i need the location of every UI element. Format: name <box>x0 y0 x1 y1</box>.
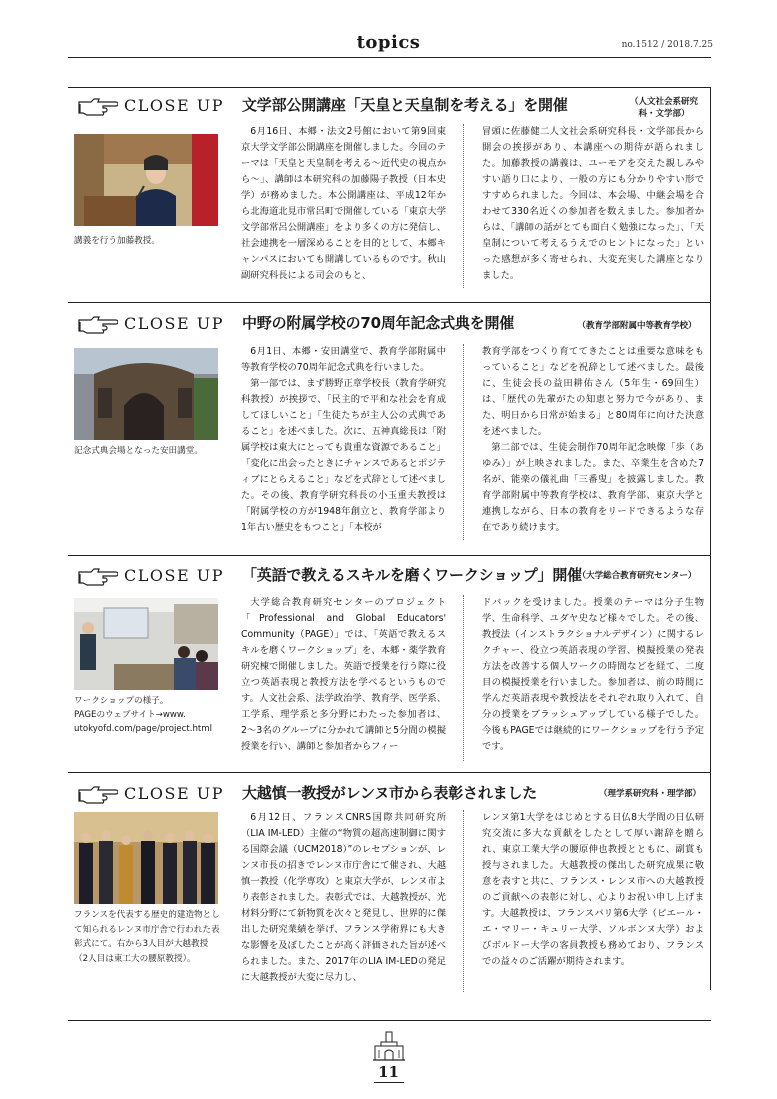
yasuda-auditorium-photo <box>74 348 218 440</box>
article-section <box>68 316 711 546</box>
close-up-label: CLOSE UP <box>124 314 224 333</box>
section-rule <box>68 772 711 773</box>
pointing-hand-icon <box>78 98 118 116</box>
column-divider <box>463 810 464 992</box>
article-column-1: 6月12日、フランスCNRS国際共同研究所（LIA IM-LED）主催の“物質の超高速制御に関する国際会議（UCM2018）”のレセプションが、レンヌ市長の招きでレンヌ市庁舎にて催され、大越慎一教授（化学専攻）と東京大学が、レンヌ市より表彰されました。表彰式では、大越教授が、光材料分野にて新物質を次々と発見し、世界的に傑出した研究業績を挙げ、フランス学術界にも大きな影響を及ぼしたことが高く評価された旨が述べられました。また、2017年のLIA IM-LEDの発足に大越教授が大変に尽力し、 <box>241 812 446 983</box>
article-title: 「英語で教えるスキルを磨くワークショップ」開催 <box>242 566 582 584</box>
article-title: 文学部公開講座「天皇と天皇制を考える」を開催 <box>242 96 568 114</box>
article-department: （人文社会系研究 科・文学部） <box>629 97 698 119</box>
close-up-label: CLOSE UP <box>124 96 224 115</box>
article-section <box>68 786 711 996</box>
photo-caption: フランスを代表する歴史的建造物として知られるレンヌ市庁舎で行われた表彰式にて。右から3人目が大越教授（2人目は東工大の腰原教授）。 <box>74 910 220 964</box>
article-department: （教育学部附属中等教育学校） <box>577 321 697 331</box>
article-column-2: ドバックを受けました。授業のテーマは分子生物学、生命科学、ユダヤ史など様々でした。その後、教授法（インストラクショナルデザイン）に関するレクチャー、役立つ英語表現の学習、模擬授業の発表方法を改善する個人ワークの時間などを経て、二度目の模擬授業を行いました。参加者は、前の時間に学んだ英語表現や教授法をそれぞれ取り入れて、自分の授業をブラッシュアップしている様子でした。今後もPAGEでは継続的にワークショップを行う予定です。 <box>482 597 704 752</box>
column-divider <box>463 595 464 761</box>
article-section <box>68 98 711 298</box>
pointing-hand-icon <box>78 316 118 334</box>
column-divider <box>463 344 464 540</box>
photo-caption: ワークショップの様子。 PAGEのウェブサイト→www. utokyofd.com/page/project.html <box>74 696 213 734</box>
close-up-label: CLOSE UP <box>124 784 224 803</box>
article-title: 中野の附属学校の70周年記念式典を開催 <box>242 314 515 332</box>
section-rule <box>68 555 711 556</box>
article-column-2: レンヌ第1大学をはじめとする日仏8大学間の日仏研究交流に多大な貢献をしたとして厚い謝辞を贈られ、東京工業大学の腰原伸也教授とともに、副賞も授与されました。大越教授の傑出した研究成果に敬意を表すと共に、フランス・レンヌ市への大越教授のご貢献への表彰に対し、心よりお祝い申し上げます。大越教授は、フランスパリ第6大学（ピエール・エ・マリー・キュリー大学、ソルボンヌ大学）およびボルドー大学の客員教授も務めており、フランスでの益々のご活躍が期待されます。 <box>482 812 704 967</box>
article-column-1: 大学総合教育研究センターのプロジェクト「Professional and Global Educators' Community（PAGE）」では、「英語で教えるスキルを磨くワークショップ」を、本郷・薬学教育研究棟で開催しました。英語で授業を行う際に役立つ英語表現と教授方法を学べるというものです。人文社会系、法学政治学、教育学、医学系、工学系、理学系と多分野にわたった参加者は、2〜3名のグループに分かれて講師と5分間の模擬授業を行い、講師と参加者からフィー <box>241 597 446 752</box>
issue-number: no.1512 / 2018.7.25 <box>621 40 713 50</box>
award-ceremony-photo <box>74 812 218 904</box>
pointing-hand-icon <box>78 568 118 586</box>
close-up-label: CLOSE UP <box>124 566 224 585</box>
photo-caption: 講義を行う加藤教授。 <box>74 236 160 246</box>
section-rule <box>68 87 711 88</box>
workshop-photo <box>74 598 218 690</box>
article-column-1: 6月1日、本郷・安田講堂で、教育学部附属中等教育学校の70周年記念式典を行いました。 第一部では、まず勝野正章学校長（教育学研究科教授）が挨拶で、「民主的で平和な社会を育成してほしいこと」「生徒たちが主人公の式典であること」を述べました。次に、五神真総長は「附属学校は東大にとっても貴重な資源であること」「変化に出会ったときにチャンスであるとポジティブにとらえること」などを式辞として述べました。その後、教育学研究科長の小玉重夫教授は「附属学校の方が1948年創立と、教育学部より1年古い歴史をもつこと」「本校が <box>241 346 446 533</box>
lecture-photo <box>74 134 218 226</box>
page-header-title: topics <box>356 32 421 53</box>
column-divider <box>463 124 464 288</box>
footer-rule <box>68 1020 711 1021</box>
photo-caption: 記念式典会場となった安田講堂。 <box>74 446 203 456</box>
article-section <box>68 568 711 768</box>
pointing-hand-icon <box>78 786 118 804</box>
section-rule <box>68 302 711 303</box>
page-number: 11 <box>378 1063 399 1081</box>
article-column-2: 教育学部をつくり育ててきたことは重要な意味をもっていること」などを祝辞として述べました。最後に、生徒会長の益田耕佑さん（5年生・69回生）は、「歴代の先輩がたの知恵と努力で今があり、また、明日から日常が始まる」と80周年に向けた決意を述べました。 第二部では、生徒会制作70周年記念映像「歩（あゆみ）」が上映されました。また、卒業生を含めた7名が、能楽の儀礼曲「三番叟」を披露しました。教育学部附属中等教育学校は、教育学部、東京大学と連携しながら、日本の教育をリードできるような存在であり続けます。 <box>482 346 704 533</box>
article-department: （大学総合教育研究センター） <box>577 571 697 581</box>
article-column-1: 6月16日、本郷・法文2号館において第9回東京大学文学部公開講座を開催しました。今回のテーマは「天皇と天皇制を考える〜近代史の視点から〜」、講師は本研究科の加藤陽子教授（日本史学）が務めました。本公開講座は、平成12年から北海道北見市常呂町で開催している「東京大学文学部常呂公開講座」をより多くの方に発信し、社会連携を一層深めることを目的として、本郷キャンパスにおいても開講しているものです。秋山副研究科長による司会のもと、 <box>241 126 446 281</box>
page-number-underline <box>374 1082 404 1083</box>
header-rule <box>68 57 711 58</box>
article-column-2: 冒頭に佐藤健二人文社会系研究科長・文学部長から開会の挨拶があり、本講座への期待が語られました。加藤教授の講義は、ユーモアを交えた親しみやすい語り口により、一般の方にも分かりやすい形ですすめられました。今回は、本会場、中継会場を合わせて330名近くの参加者を数えました。参加者からは、「講師の話がとても面白く勉強になった」、「天皇制について考えるうえでのヒントになった」といった感想が多く寄せられ、大変充実した講座となりました。 <box>482 126 704 281</box>
yasuda-auditorium-logo-icon <box>371 1030 407 1062</box>
article-department: （理学系研究科・理学部） <box>598 789 701 799</box>
article-title: 大越慎一教授がレンヌ市から表彰されました <box>242 784 538 802</box>
